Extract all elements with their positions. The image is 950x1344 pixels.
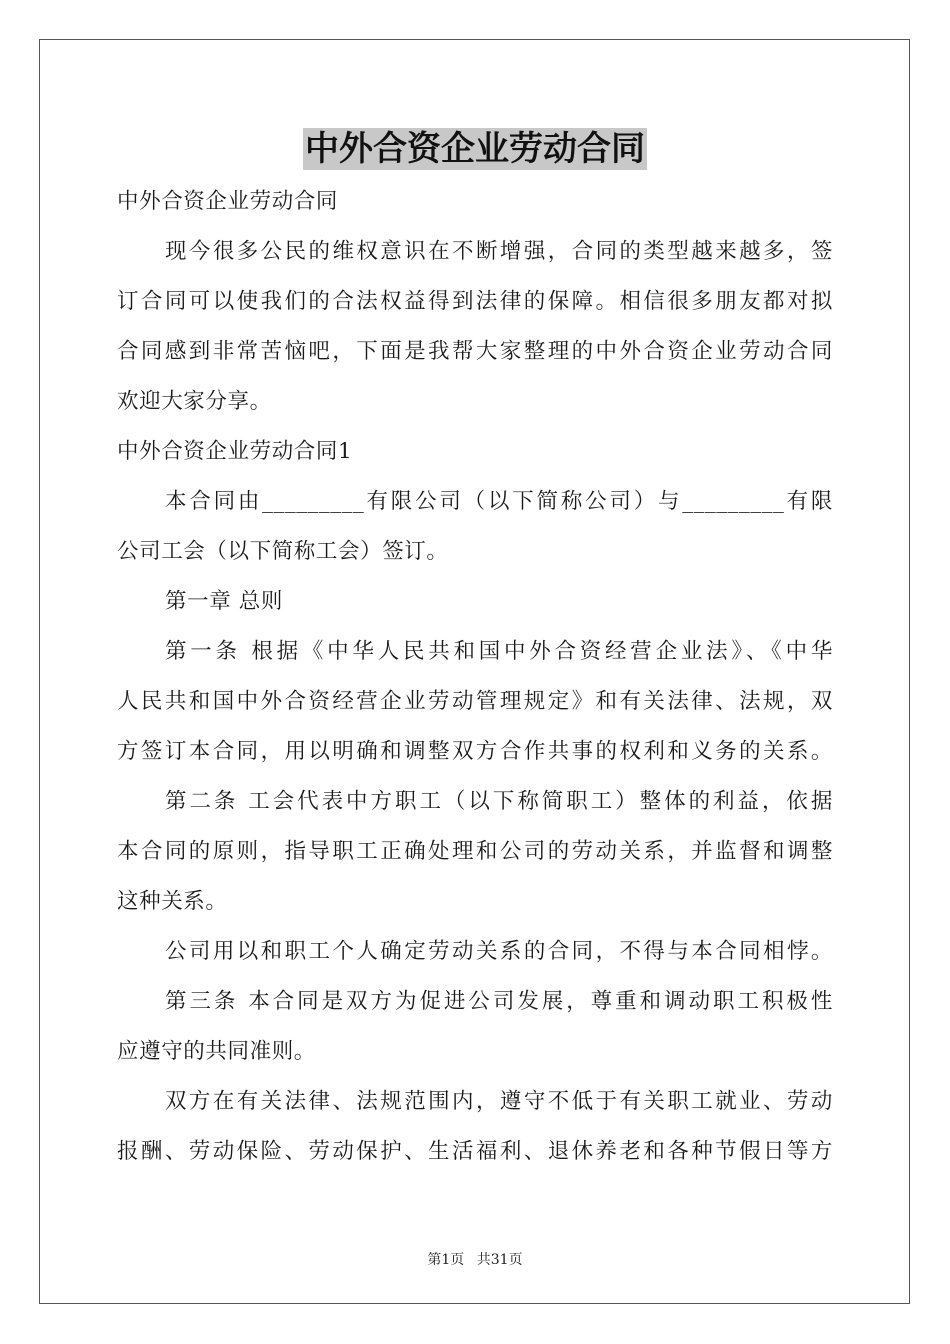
text-line: 合同感到非常苦恼吧，下面是我帮大家整理的中外合资企业劳动合同 (117, 339, 833, 364)
text-line: 人民共和国中外合资经营企业劳动管理规定》和有关法律、法规，双 (117, 689, 833, 714)
text-line: 现今很多公民的维权意识在不断增强，合同的类型越来越多，签 (165, 239, 833, 264)
text-line: 第一章 总则 (165, 589, 283, 614)
text-line: 这种关系。 (117, 889, 228, 914)
text-line: 报酬、劳动保险、劳动保护、生活福利、退休养老和各种节假日等方 (117, 1139, 833, 1164)
document-body (117, 177, 833, 1177)
text-line: 欢迎大家分享。 (117, 389, 272, 414)
text-line: 中外合资企业劳动合同1 (117, 439, 353, 464)
text-line: 公司工会（以下简称工会）签订。 (117, 539, 449, 564)
text-line: 第二条 工会代表中方职工（以下称简职工）整体的利益，依据 (165, 789, 833, 814)
text-line: 第一条 根据《中华人民共和国中外合资经营企业法》、《中华 (165, 639, 833, 664)
page-total: 共31页 (476, 1252, 523, 1268)
text-line: 本合同的原则，指导职工正确处理和公司的劳动关系，并监督和调整 (117, 839, 833, 864)
text-line: 公司用以和职工个人确定劳动关系的合同，不得与本合同相悖。 (165, 939, 833, 964)
page-number: 第1页 (427, 1252, 465, 1268)
title-container (0, 128, 950, 170)
text-line: 第三条 本合同是双方为促进公司发展，尊重和调动职工积极性 (165, 989, 833, 1014)
text-line: 中外合资企业劳动合同 (117, 189, 339, 214)
text-line: 订合同可以使我们的合法权益得到法律的保障。相信很多朋友都对拟 (117, 289, 833, 314)
text-line: 方签订本合同，用以明确和调整双方合作共事的权利和义务的关系。 (117, 739, 833, 764)
text-line: 本合同由_________有限公司（以下简称公司）与_________有限 (165, 489, 833, 514)
page-footer (0, 1249, 950, 1269)
document-title: 中外合资企业劳动合同 (305, 129, 645, 169)
text-line: 双方在有关法律、法规范围内，遵守不低于有关职工就业、劳动 (165, 1089, 833, 1114)
text-line: 应遵守的共同准则。 (117, 1039, 316, 1064)
